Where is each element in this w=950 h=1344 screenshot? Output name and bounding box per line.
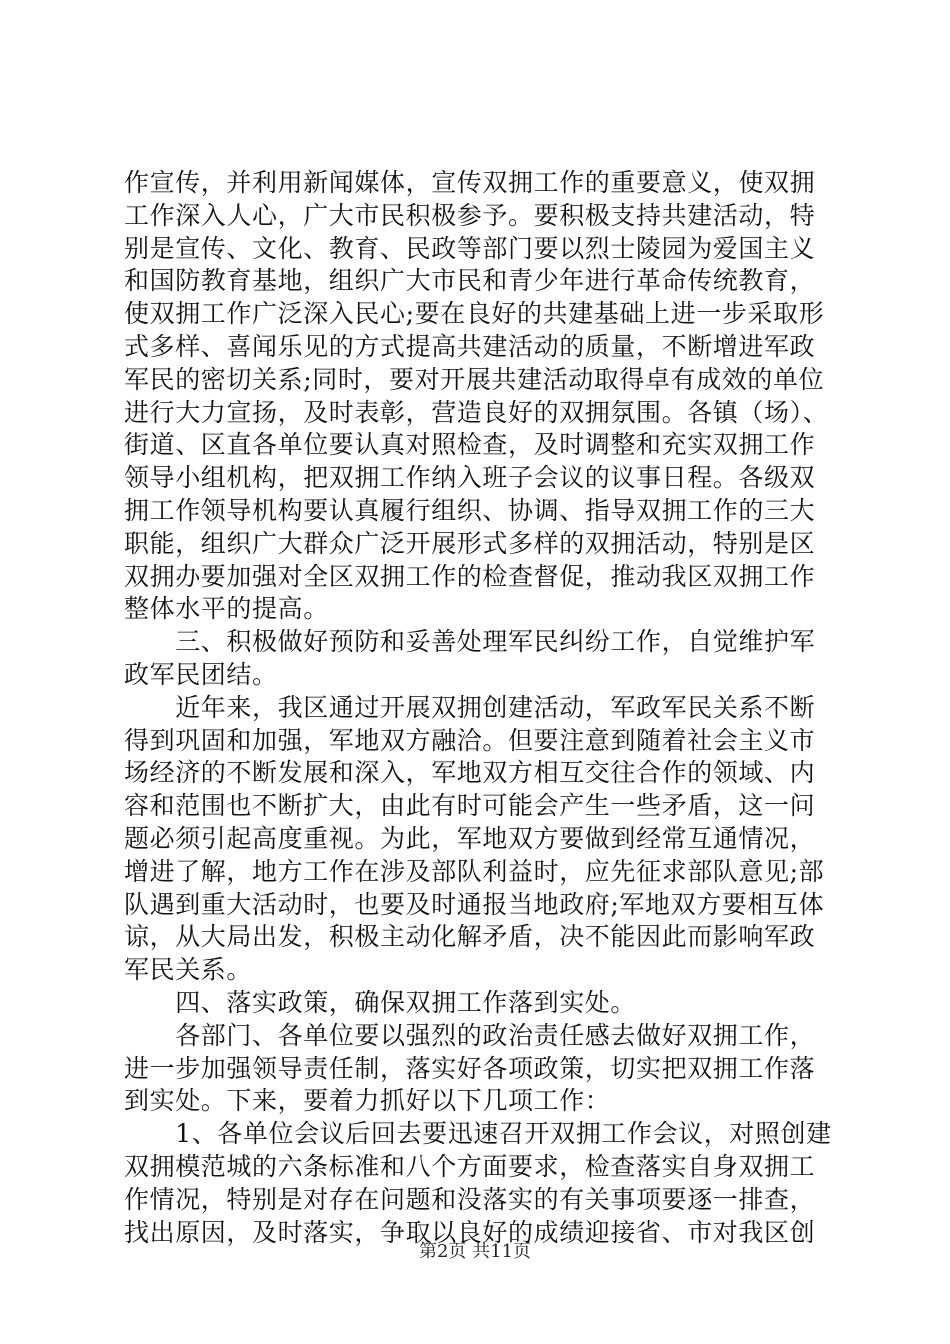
text-line: 政军民团结。 xyxy=(124,659,278,689)
body-text xyxy=(124,167,836,1249)
text-line: 式多样、喜闻乐见的方式提高共建活动的质量，不断增进军政 xyxy=(124,331,816,361)
text-line: 拥工作领导机构要认真履行组织、协调、指导双拥工作的三大 xyxy=(124,495,816,525)
text-line: 题必须引起高度重视。为此，军地双方要做到经常互通情况， xyxy=(124,823,816,853)
text-line: 到实处。下来，要着力抓好以下几项工作： xyxy=(124,1086,611,1116)
text-line: 职能，组织广大群众广泛开展形式多样的双拥活动，特别是区 xyxy=(124,528,816,558)
text-line: 作情况，特别是对存在问题和没落实的有关事项要逐一排查， xyxy=(124,1184,816,1214)
section-heading-3: 三、积极做好预防和妥善处理军民纠纷工作，自觉维护军 xyxy=(124,627,816,657)
text-line: 整体水平的提高。 xyxy=(124,594,329,624)
section-heading-4: 四、落实政策，确保双拥工作落到实处。 xyxy=(124,987,637,1017)
text-line: 进行大力宣扬，及时表彰，营造良好的双拥氛围。各镇（场）、 xyxy=(124,397,829,427)
text-line: 场经济的不断发展和深入，军地双方相互交往合作的领域、内 xyxy=(124,758,816,788)
text-line: 双拥模范城的六条标准和八个方面要求，检查落实自身双拥工 xyxy=(124,1151,816,1181)
text-line: 使双拥工作广泛深入民心;要在良好的共建基础上进一步采取形 xyxy=(124,299,825,329)
text-line: 作宣传，并利用新闻媒体，宣传双拥工作的重要意义，使双拥 xyxy=(124,168,816,197)
text-line: 领导小组机构，把双拥工作纳入班子会议的议事日程。各级双 xyxy=(124,463,816,493)
text-line: 得到巩固和加强，军地双方融洽。但要注意到随着社会主义市 xyxy=(124,725,816,755)
text-line: 1、各单位会议后回去要迅速召开双拥工作会议，对照创建 xyxy=(124,1119,832,1149)
text-line: 找出原因，及时落实，争取以良好的成绩迎接省、市对我区创 xyxy=(124,1217,816,1247)
text-line: 别是宣传、文化、教育、民政等部门要以烈士陵园为爱国主义 xyxy=(124,233,816,263)
text-line: 军民关系。 xyxy=(124,955,253,985)
text-line: 队遇到重大活动时，也要及时通报当地政府;军地双方要相互体 xyxy=(124,889,825,919)
text-line: 谅，从大局出发，积极主动化解矛盾，决不能因此而影响军政 xyxy=(124,922,816,952)
page-number-footer: 第2页 共11页 xyxy=(418,1241,532,1262)
text-line: 双拥办要加强对全区双拥工作的检查督促，推动我区双拥工作 xyxy=(124,561,816,591)
text-line: 近年来，我区通过开展双拥创建活动，军政军民关系不断 xyxy=(124,692,816,722)
text-line: 各部门、各单位要以强烈的政治责任感去做好双拥工作， xyxy=(124,1020,816,1050)
text-line: 增进了解，地方工作在涉及部队利益时，应先征求部队意见;部 xyxy=(124,856,825,886)
text-line: 工作深入人心，广大市民积极参予。要积极支持共建活动，特 xyxy=(124,200,816,230)
text-line: 和国防教育基地，组织广大市民和青少年进行革命传统教育， xyxy=(124,266,816,296)
text-line: 容和范围也不断扩大，由此有时可能会产生一些矛盾，这一问 xyxy=(124,791,816,821)
text-line: 进一步加强领导责任制，落实好各项政策，切实把双拥工作落 xyxy=(124,1053,816,1083)
text-line: 街道、区直各单位要认真对照检查，及时调整和充实双拥工作 xyxy=(124,430,816,460)
text-line: 军民的密切关系;同时，要对开展共建活动取得卓有成效的单位 xyxy=(124,364,825,394)
